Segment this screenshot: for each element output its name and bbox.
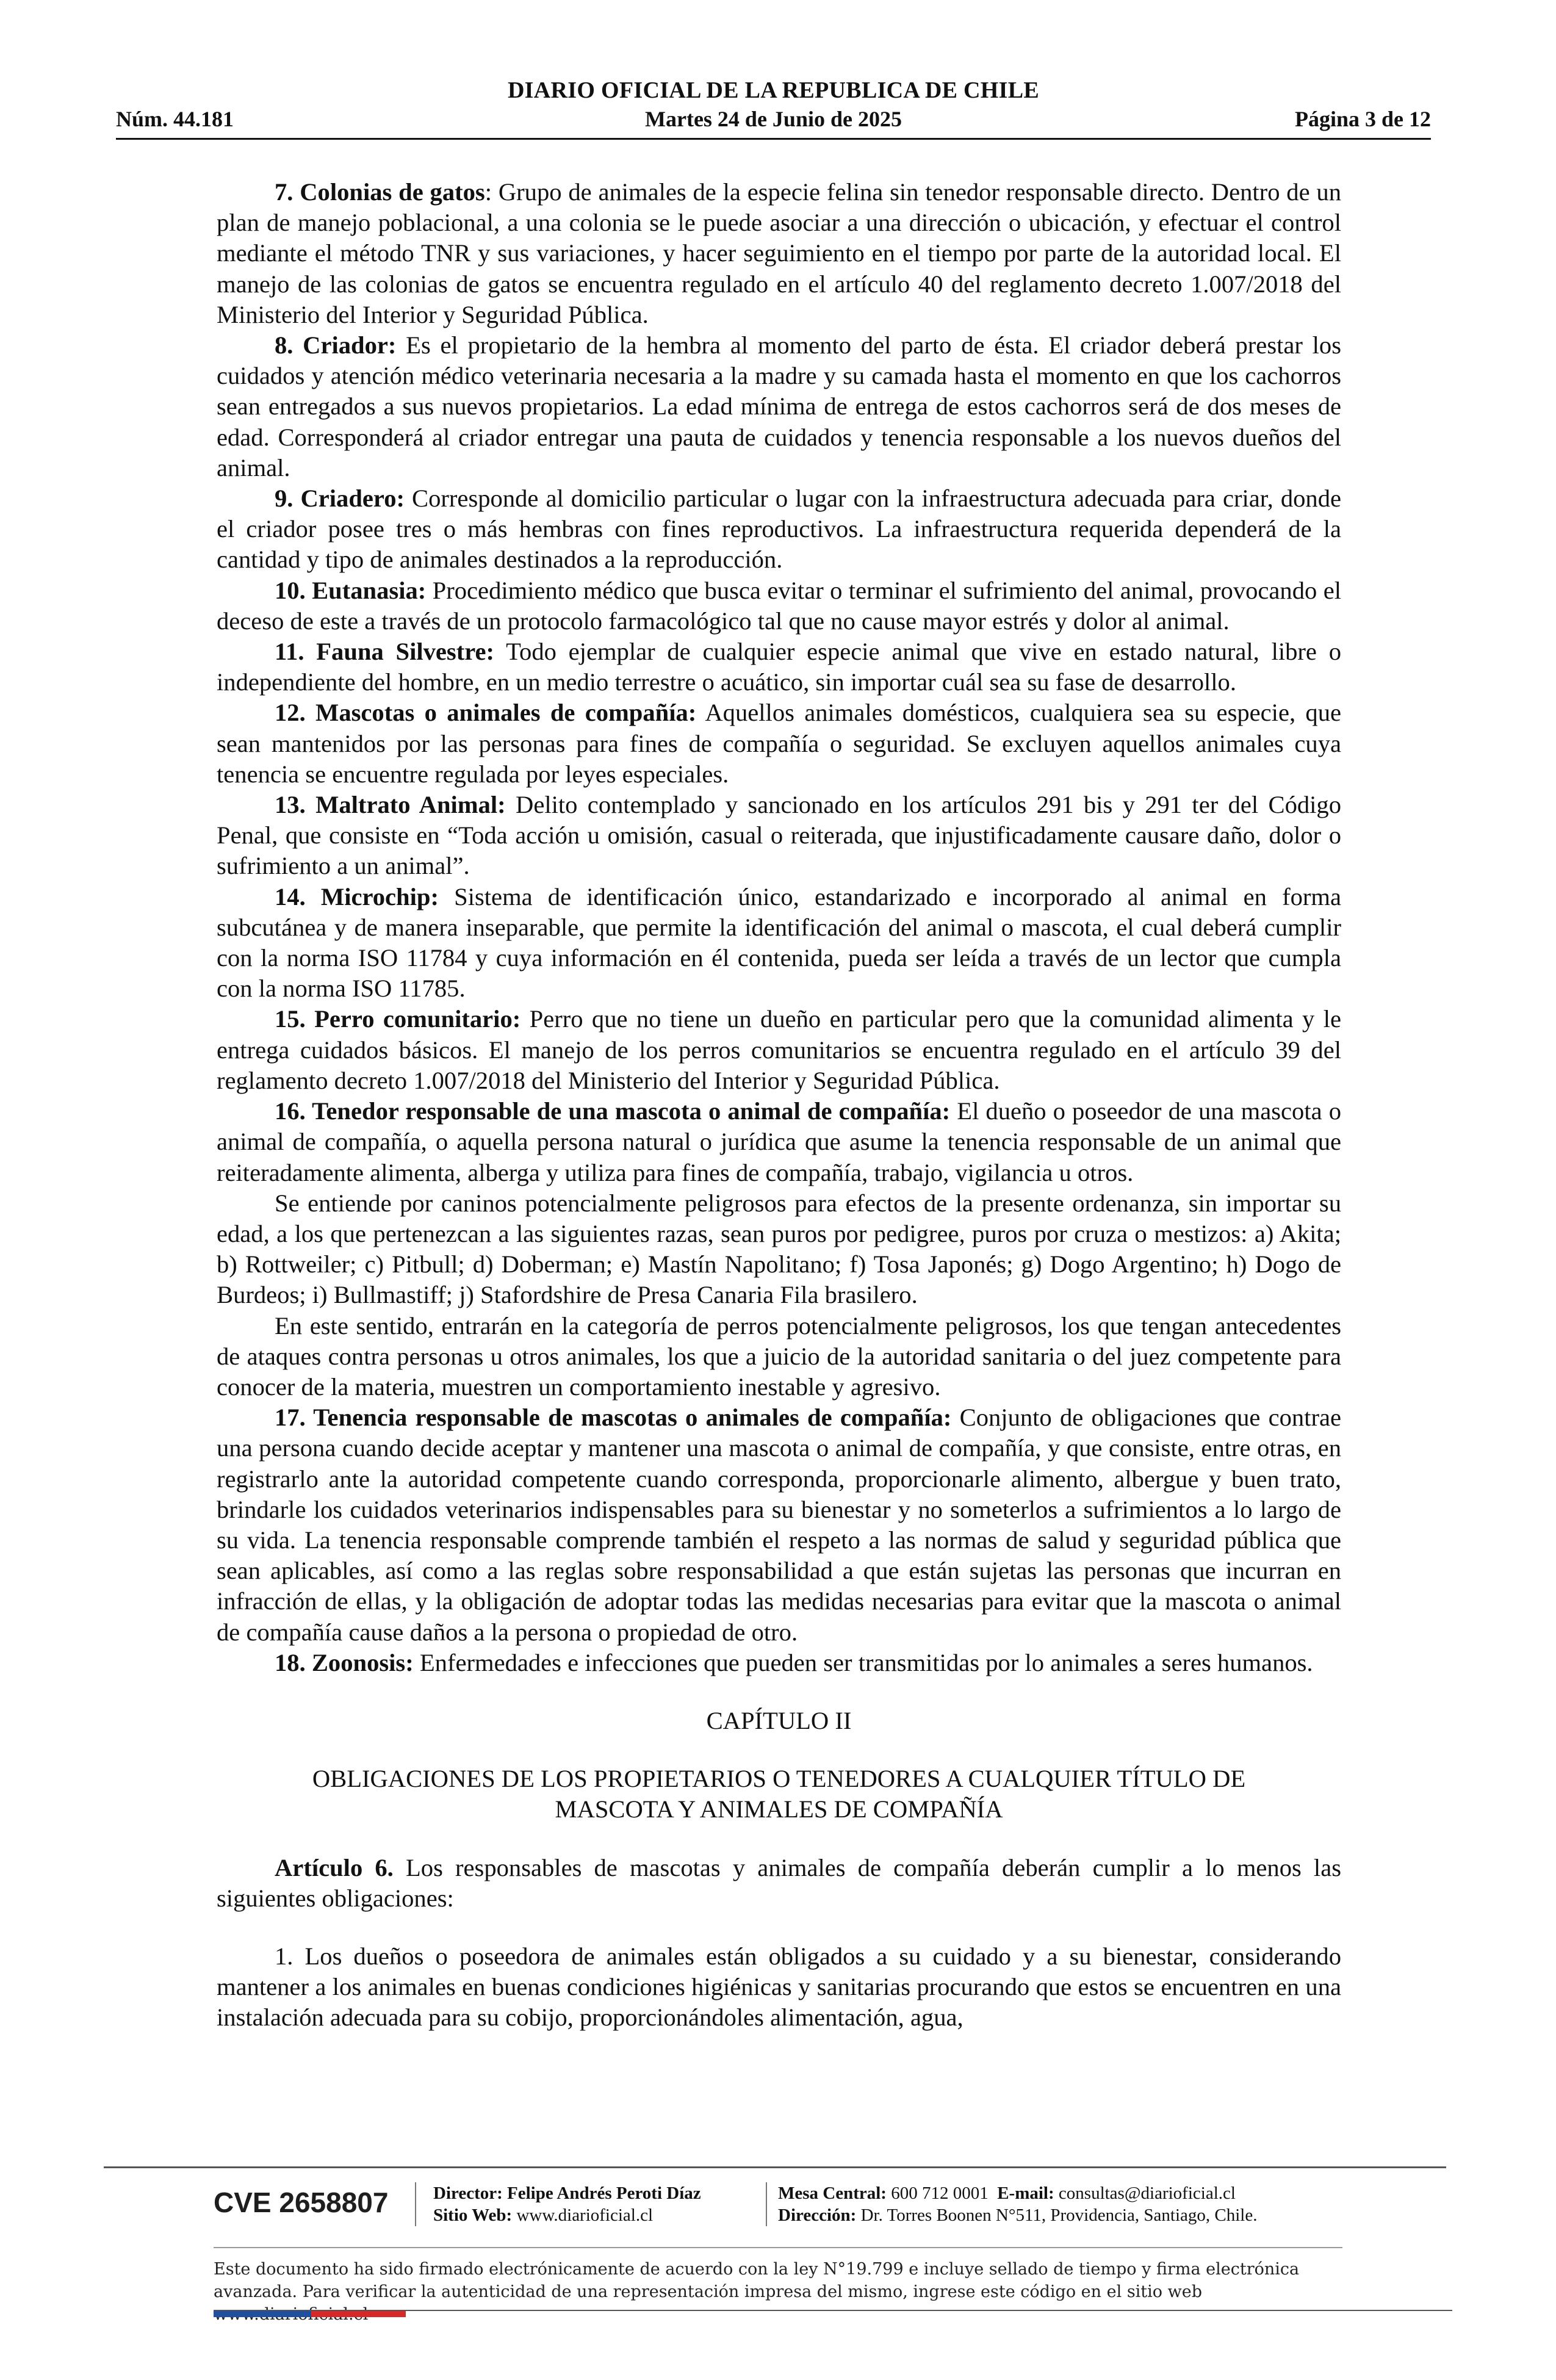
footer-divider [104,2166,1446,2168]
definition-12 [217,698,1341,790]
definition-15 [217,1004,1341,1096]
paragraph-dangerous-behavior: En este sentido, entrarán en la categoría de perros potencialmente peligrosos, los que tengan antecedentes de ataques contra personas u otros animales, los que a juicio de la autoridad sanitaria o del juez competente para conocer de la materia, muestren un comportamiento inestable y agresivo. [217,1311,1341,1401]
web-label: Sitio Web: [433,2205,513,2225]
definition-sep: : [484,178,492,206]
issue-date: Martes 24 de Junio de 2025 [645,107,902,131]
definition-text: Procedimiento médico que busca evitar o terminar el sufrimiento del animal, provocando el deceso de este a través de un protocolo farmacológico tal que no cause mayor estrés y dolor al animal. [217,576,1341,635]
issue-number: Núm. 44.181 [116,107,234,131]
page-footer [214,2177,1342,2245]
definition-16 [217,1096,1341,1188]
definition-term: 8. Criador: [275,331,397,359]
definition-14 [217,882,1341,1004]
signature-note: Este documento ha sido firmado electrónicamente de acuerdo con la ley N°19.799 e incluye sellado de tiempo y firma electrónica avanzada. Para verificar la autenticidad de una representación impresa del mismo, ingrese este código en el sitio web [214,2260,1300,2301]
definition-13 [217,790,1341,882]
definition-text: Delito contemplado y sancionado en los artículos 291 bis y 291 ter del Código Penal, que consiste en “Toda acción u omisión, casual o reiterada, que injustificadamente causare daño, dolor o sufrimiento a un animal”. [217,791,1341,880]
definition-text: Sistema de identificación único, estandarizado e incorporado al animal en forma subcutánea y de manera inseparable, que permite la identificación del animal o mascota, el cual deberá cumplir con la norma ISO 11784 y cuya información en él contenida, pueda ser leída a través de un lector que cumpla con la norma ISO 11785. [217,882,1342,1003]
definition-term: 15. Perro comunitario: [275,1005,521,1033]
definition-text: Aquellos animales domésticos, cualquiera sea su especie, que sean mantenidos por las personas para fines de compañía o seguridad. Se excluyen aquellos animales cuya tenencia se encuentre regulada por leyes especiales. [217,699,1341,788]
chapter-heading: CAPÍTULO II [706,1706,852,1734]
definition-text: Enfermedades e infecciones que pueden ser transmitidas por lo animales a seres humanos. [413,1648,1313,1676]
definition-17 [217,1402,1341,1648]
article-text: Los responsables de mascotas y animales de compañía deberán cumplir a lo menos las siguientes obligaciones: [217,1853,1342,1912]
definition-11 [217,636,1341,698]
definition-8 [217,330,1341,483]
director-name: Felipe Andrés Peroti Díaz [502,2183,701,2203]
footer-contact-block [778,2182,1257,2226]
article-label: Artículo 6. [275,1853,394,1881]
definition-term: 12. Mascotas o animales de compañía: [275,699,697,727]
definition-9 [217,483,1341,575]
newspaper-title: DIARIO OFICIAL DE LA REPUBLICA DE CHILE [507,78,1040,103]
address-text: Dr. Torres Boonen N°511, Providencia, Santiago, Chile. [856,2205,1258,2225]
definition-text: Corresponde al domicilio particular o lugar con la infraestructura adecuada para criar, donde el criador posee tres o más hembras con fines reproductivos. La infraestructura requerida dependerá de la cantidad y tipo de animales destinados a la reproducción. [217,485,1341,574]
definition-term: 18. Zoonosis: [275,1648,414,1676]
paragraph-dangerous-breeds: Se entiende por caninos potencialmente peligrosos para efectos de la presente ordenanza, sin importar su edad, a los que pertenezcan a las siguientes razas, sean puros por pedigree, puros por cruza o mestizos: a) Akita; b) Rottweiler; c) Pitbull; d) Doberman; e) Mastín Napolitano; f) Tosa Japonés; g) Dogo Argentino; h) Dogo de Burdeos; i) Bullmastiff; j) Stafordshire de Presa Canaria Fila brasilero. [217,1189,1341,1309]
chapter-title: OBLIGACIONES DE LOS PROPIETARIOS O TENEDORES A CUALQUIER TÍTULO DE MASCOTA Y ANIMALES DE COMPAÑÍA [312,1765,1246,1823]
article-6 [217,1853,1341,1914]
definition-term: 7. Colonias de gatos [275,178,485,206]
definition-term: 9. Criadero: [275,485,405,513]
email-label: E-mail: [997,2183,1054,2203]
header-divider [116,138,1431,140]
definition-term: 17. Tenencia responsable de mascotas o animales de compañía: [275,1404,952,1432]
definition-10 [217,575,1341,636]
page-number: Página 3 de 12 [1294,107,1431,131]
website-link[interactable]: www.diarioficial.cl [512,2205,654,2225]
definition-text: Grupo de animales de la especie felina sin tenedor responsable directo. Dentro de un plan de manejo poblacional, a una colonia se le puede asociar a una dirección o ubicación, y efectuar el control mediante el método TNR y sus variaciones, y hacer seguimiento en el tiempo por parte de la autoridad local. El manejo de las colonias de gatos se encuentra regulado en el artículo 40 del reglamento decreto 1.007/2018 del Ministerio del Interior y Seguridad Pública. [217,178,1342,328]
definition-term: 14. Microchip: [275,882,439,911]
definition-text: Es el propietario de la hembra al momento del parto de ésta. El criador deberá prestar los cuidados y atención médico veterinaria necesaria a la madre y su camada hasta el momento en que los cachorros sean entregados a sus nuevos propietarios. La edad mínima de entrega de estos cachorros será de dos meses de edad. Corresponderá al criador entregar una pauta de cuidados y tenencia responsable a los nuevos dueños del animal. [217,331,1341,481]
definition-term: 11. Fauna Silvestre: [275,638,495,666]
definition-term: 16. Tenedor responsable de una mascota o animal de compañía: [275,1097,951,1125]
mesa-phone: 600 712 0001 [886,2183,989,2203]
definition-term: 10. Eutanasia: [275,576,427,604]
document-body [217,177,1341,2033]
footer-separator [766,2182,767,2226]
footer-divider-2 [214,2247,1342,2248]
definition-term: 13. Maltrato Animal: [275,791,506,819]
flag-stripe-red [311,2311,406,2317]
definition-7 [217,177,1341,330]
footer-director-block [433,2182,701,2226]
definition-text: Conjunto de obligaciones que contrae una persona cuando decide aceptar y mantener una mascota o animal de compañía, y que consiste, entre otras, en registrarlo ante la autoridad competente cuando corresponda, proporcionarle alimento, albergue y buen trato, brindarle los cuidados veterinarios indispensables para su bienestar y no someterlos a sufrimientos a lo largo de su vida. La tenencia responsable comprende también el respeto a las normas de salud y seguridad pública que sean aplicables, así como a las reglas sobre responsabilidad a que están sujetas las personas que incurran en infracción de ellas, y la obligación de adoptar todas las medidas necesarias para evitar que la mascota o animal de compañía cause daños a la persona o propiedad de otro. [217,1404,1342,1646]
definition-text: Perro que no tiene un dueño en particular pero que la comunidad alimenta y le entrega cuidados básicos. El manejo de los perros comunitarios se encuentra regulado en el artículo 39 del reglamento decreto 1.007/2018 del Ministerio del Interior y Seguridad Pública. [217,1005,1341,1094]
email-link[interactable]: consultas@diarioficial.cl [1054,2183,1236,2203]
definition-text: Todo ejemplar de cualquier especie animal que vive en estado natural, libre o independiente del hombre, en un medio terrestre o acuático, sin importar cuál sea su fase de desarrollo. [217,638,1341,696]
cve-code: CVE 2658807 [214,2187,389,2218]
definition-text: El dueño o poseedor de una mascota o animal de compañía, o aquella persona natural o jurídica que asume la tenencia responsable de un animal que reiteradamente alimenta, alberga y utiliza para fines de compañía, trabajo, vigilancia u otros. [217,1097,1341,1186]
footer-separator [415,2182,416,2226]
definition-18 [217,1648,1341,1678]
address-label: Dirección: [778,2205,857,2225]
flag-stripe-blue [214,2311,311,2317]
director-label: Director: [433,2183,503,2203]
obligation-item-1: 1. Los dueños o poseedora de animales están obligados a su cuidado y a su bienestar, considerando mantener a los animales en buenas condiciones higiénicas y sanitarias procurando que estos se encuentren en una instalación adecuada para su cobijo, proporcionándoles alimentación, agua, [217,1942,1341,2032]
mesa-label: Mesa Central: [778,2183,887,2203]
page-header [116,73,1431,134]
